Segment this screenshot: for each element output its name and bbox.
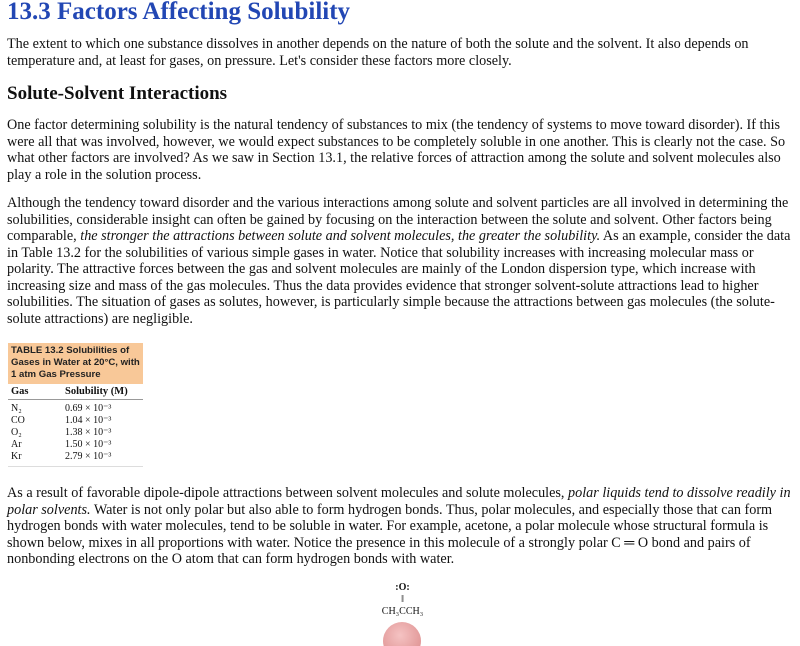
table-row [8, 415, 143, 427]
table-row [8, 451, 143, 463]
gas-cell: O₂ [11, 427, 22, 438]
solubility-cell: 1.04 × 10⁻³ [65, 415, 112, 426]
double-bond: ‖ [401, 593, 404, 605]
gas-cell: Kr [11, 451, 22, 462]
paragraph-1: One factor determining solubility is the natural tendency of substances to mix (the tendency of systems to move toward disorder). If this were all that was involved, however, we would expect substances to be completely soluble in one another. This is clearly not the case. So what other factors are involved? As we saw in Section 13.1, the relative forces of attraction among the solute and solvent molecules also play a role in the solution process. [7, 117, 786, 183]
intro-paragraph: The extent to which one substance dissolves in another depends on the nature of both the solute and the solvent. It also depends on temperature and, at least for gases, on pressure. Let's consider these factors more closely. [7, 36, 749, 69]
table-row [8, 403, 143, 415]
acetone-formula: CH₃CCH₃ [381, 605, 424, 617]
gas-cell: CO [11, 415, 25, 426]
solubility-cell: 1.38 × 10⁻³ [65, 427, 112, 438]
acetone-model-image [383, 622, 421, 646]
section-heading: Solute-Solvent Interactions [7, 83, 228, 104]
page-title: 13.3 Factors Affecting Solubility [7, 0, 351, 25]
table-row [8, 427, 143, 439]
gas-cell: Ar [11, 439, 22, 450]
solubility-cell: 2.79 × 10⁻³ [65, 451, 112, 462]
table-row [8, 439, 143, 451]
paragraph-2: Although the tendency toward disorder and the various interactions among solute and solvent particles are all involved in determining the solubilities, considerable insight can often be gained by focusing on the interaction between the solute and solvent. Other factors being comparable, the stronger the attractions between solute and solvent molecules, the greater the solubility. As an example, consider the data in Table 13.2 for the solubilities of various simple gases in water. Notice that solubility increases with increasing molecular mass or polarity. The attractive forces between the gas and solvent molecules are mainly of the London dispersion type, which increase with increasing size and mass of the gas molecules. Thus the data provides evidence that stronger solvent-solute attractions lead to higher solubilities. The situation of gases as solutes, however, is particularly simple because the attractions between gas molecules (the solute-solute attractions) are negligible. [7, 195, 791, 327]
solubility-cell: 1.50 × 10⁻³ [65, 439, 112, 450]
paragraph-3: As a result of favorable dipole-dipole attractions between solvent molecules and solute molecules, polar liquids tend to dissolve readily in polar solvents. Water is not only polar but also able to form hydrogen bonds. Thus, polar molecules, and especially those that can form hydrogen bonds with water molecules, tend to be soluble in water. For example, acetone, a polar molecule whose structural formula is shown below, mixes in all proportions with water. Notice the presence in this molecule of a strongly polar C ═ O bond and pairs of nonbonding electrons on the O atom that can form hydrogen bonds with water. [7, 485, 791, 567]
solubility-table [8, 343, 143, 467]
table-header: Gas Solubility (M) [8, 384, 143, 400]
solubility-cell: 0.69 × 10⁻³ [65, 403, 112, 414]
oxygen-lone-pairs: :O: [395, 581, 410, 593]
acetone-structure-figure [345, 582, 460, 646]
table-caption: TABLE 13.2 Solubilities of Gases in Water at 20°C, with 1 atm Gas Pressure [8, 343, 143, 384]
table-body [8, 400, 143, 467]
gas-cell: N₂ [11, 403, 22, 414]
